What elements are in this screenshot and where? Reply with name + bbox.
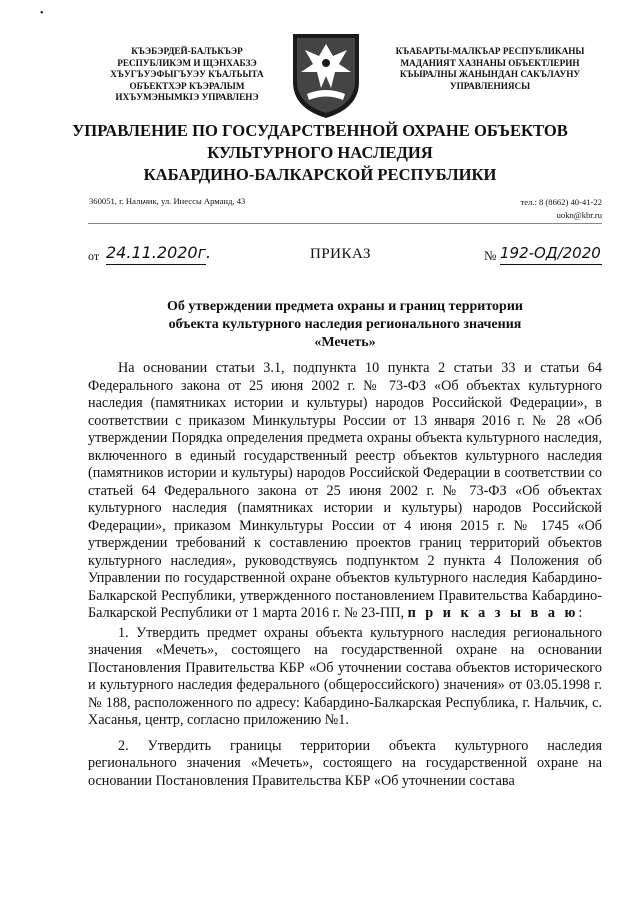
- orders-word: п р и к а з ы в а ю: [407, 605, 579, 621]
- coat-of-arms-icon: [287, 30, 365, 120]
- header-left-line: ИХЪУМЭНЫМКIЭ УПРАВЛЕНЭ: [115, 92, 259, 103]
- order-date-handwritten: 24.11.2020г.: [106, 242, 206, 265]
- contact-block: [460, 196, 602, 222]
- email-address: uokn@kbr.ru: [556, 210, 602, 220]
- header-left-line: ХЪУГЪУЭФЫГЪУЭУ КЪАЛЪЫТА: [110, 69, 264, 80]
- header-left-line: РЕСПУБЛИКЭМ И ЩЭНХАБЗЭ: [117, 57, 257, 68]
- order-subject: [110, 298, 580, 352]
- order-title: ПРИКАЗ: [310, 246, 371, 262]
- order-number-handwritten: 192-ОД/2020: [500, 242, 602, 265]
- header-right-line: МАДАНИЯТ ХАЗНАНЫ ОБЪЕКТЛЕРИН: [400, 57, 580, 68]
- order-item-2: 2. Утвердить границы территории объекта культурного наследия регионального значения «Мечеть», состоящего на государственной охране на основании Постановления Правительства КБР «Об уточнении состава: [88, 737, 602, 789]
- phone-number: тел.: 8 (8662) 40-41-22: [520, 197, 602, 207]
- header-right-line: КЪЫРАЛНЫ ЖАНЫНДАН САКЪЛАУНУ: [399, 69, 581, 80]
- header-divider: [88, 223, 602, 224]
- organization-title-line: КУЛЬТУРНОГО НАСЛЕДИЯ: [207, 143, 433, 162]
- preamble-text: На основании статьи 3.1, подпункта 10 пункта 2 статьи 33 и статьи 64 Федерального закона от 25 июня 2002 г. № 73-ФЗ «Об объектах культурного наследия (памятниках истории и культуры) народов Российской Федерации», в соответствии с приказом Минкультуры России от 13 января 2016 г. № 28 «Об утверждении Порядка определения предмета охраны объекта культурного наследия, включенного в единый государственный реестр объектов культурного наследия (памятников истории и культуры) народов Российской Федерации в соответствии со статьей 64 Федерального закона от 25 июня 2002 г. № 73-ФЗ «Об объектах культурного наследия (памятниках истории и культуры) народов Российской Федерации», приказом Минкультуры России от 4 июня 2015 г. № 1745 «Об утверждении требований к составлению проектов границ территорий объектов культурного наследия», руководствуясь подпунктом 2 пункта 4 Положения об Управлении по государственной охране объектов культурного наследия Кабардино-Балкарской Республики, утвержденного постановлением Правительства Кабардино-Балкарской Республики от 1 марта 2016 г. № 23-ПП,: [88, 360, 602, 621]
- header-left-line: ОБЪЕКТХЭР КЪЭРАЛЫМ: [129, 80, 245, 91]
- header-left-kabardian: [82, 46, 292, 104]
- order-subject-line: «Мечеть»: [314, 335, 376, 350]
- header-right-balkar: [372, 46, 608, 92]
- order-item-1: 1. Утвердить предмет охраны объекта культурного наследия регионального значения «Мечеть», состоящего на государственной охране на основании Постановления Правительства КБР «Об уточнении состава объектов исторического и культурного наследия федерального (общероссийского) значения» от 03.05.1998 г. № 188, расположенного по адресу: Кабардино-Балкарская Республика, г. Нальчик, с. Хасанья, центр, согласно приложению №1.: [88, 624, 602, 728]
- order-subject-line: объекта культурного наследия регионального значения: [168, 317, 522, 332]
- preamble-paragraph: [88, 360, 602, 623]
- number-sign: №: [484, 248, 497, 263]
- organization-title-line: КАБАРДИНО-БАЛКАРСКОЙ РЕСПУБЛИКИ: [143, 165, 497, 184]
- header-right-line: КЪАБАРТЫ-МАЛКЪАР РЕСПУБЛИКАНЫ: [395, 46, 585, 56]
- document-body: [88, 360, 602, 790]
- organization-title: [60, 120, 580, 186]
- order-header-row: [88, 243, 602, 272]
- organization-title-line: УПРАВЛЕНИЕ ПО ГОСУДАРСТВЕННОЙ ОХРАНЕ ОБЪЕКТОВ: [72, 121, 568, 140]
- header-right-line: УПРАВЛЕНИЯСЫ: [449, 80, 531, 91]
- postal-address: 360051, г. Нальчик, ул. Инессы Арманд, 43: [89, 196, 246, 206]
- header-left-line: КЪЭБЭРДЕЙ-БАЛЪКЪЭР: [131, 46, 243, 56]
- orders-colon: :: [578, 605, 583, 621]
- scan-mark: •: [40, 8, 44, 19]
- date-prefix: от: [88, 249, 100, 263]
- order-subject-line: Об утверждении предмета охраны и границ территории: [167, 299, 523, 314]
